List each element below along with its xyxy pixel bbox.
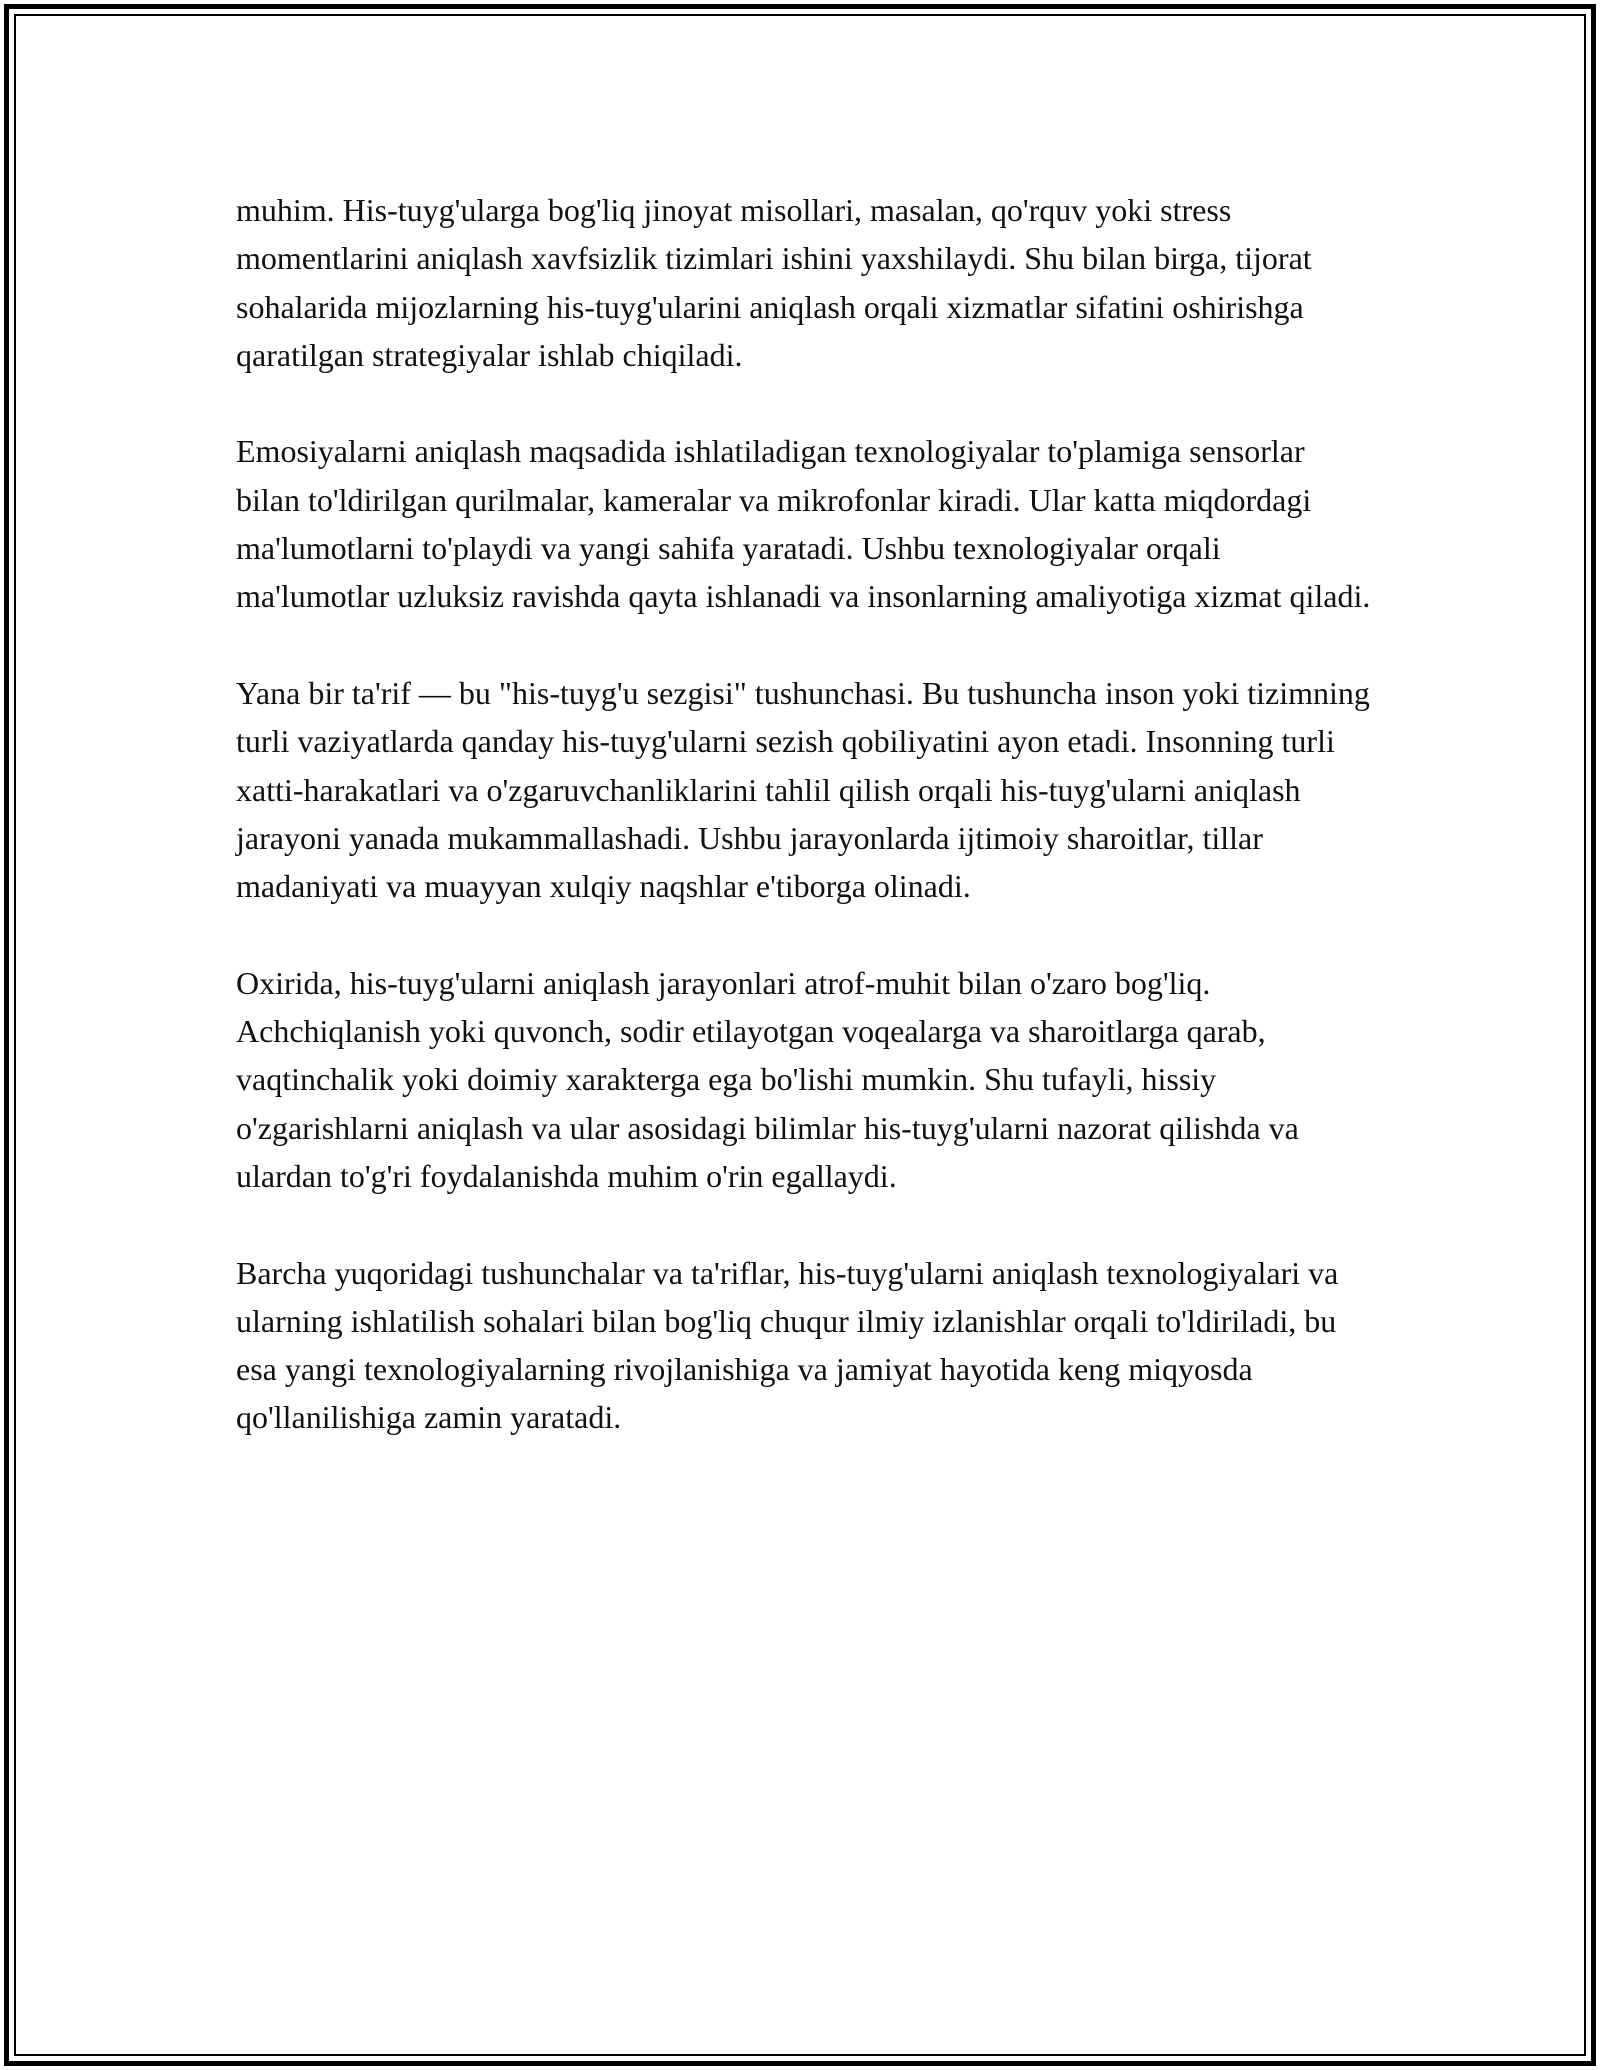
paragraph-5: Barcha yuqoridagi tushunchalar va ta'riflar, his-tuyg'ularni aniqlash texnologiyalari va ularning ishlatilish sohalari bilan bog'liq chuqur ilmiy izlanishlar orqali to'ldiriladi, bu esa yangi texnologiyalarning rivojlanishiga va jamiyat hayotida keng miqyosda qo'llanilishiga zamin yaratadi. (236, 1254, 1339, 1436)
paragraph-3: Yana bir ta'rif — bu "his-tuyg'u sezgisi" tushunchasi. Bu tushuncha inson yoki tizimning turli vaziyatlarda qanday his-tuyg'ularni sezish qobiliyatini ayon etadi. Insonning turli xatti-harakatlari va o'zgaruvchanliklarini tahlil qilish orqali his-tuyg'ularni aniqlash jarayoni yanada mukammallashadi. Ushbu jarayonlarda ijtimoiy sharoitlar, tillar madaniyati va muayyan xulqiy naqshlar e'tiborga olinadi. (236, 674, 1370, 905)
document-body (236, 186, 1376, 1490)
paragraph-1: muhim. His-tuyg'ularga bog'liq jinoyat misollari, masalan, qo'rquv yoki stress momentlarini aniqlash xavfsizlik tizimlari ishini yaxshilaydi. Shu bilan birga, tijorat sohalarida mijozlarning his-tuyg'ularini aniqlash orqali xizmatlar sifatini oshirishga qaratilgan strategiyalar ishlab chiqiladi. (236, 192, 1312, 373)
paragraph-4: Oxirida, his-tuyg'ularni aniqlash jarayonlari atrof-muhit bilan o'zaro bog'liq. Achchiqlanish yoki quvonch, sodir etilayotgan voqealarga va sharoitlarga qarab, vaqtinchalik yoki doimiy xarakterga ega bo'lishi mumkin. Shu tufayli, hissiy o'zgarishlarni aniqlash va ular asosidagi bilimlar his-tuyg'ularni nazorat qilishda va ulardan to'g'ri foydalanishda muhim o'rin egallaydi. (236, 964, 1299, 1194)
paragraph-2: Emosiyalarni aniqlash maqsadida ishlatiladigan texnologiyalar to'plamiga sensorlar bilan to'ldirilgan qurilmalar, kameralar va mikrofonlar kiradi. Ular katta miqdordagi ma'lumotlarni to'playdi va yangi sahifa yaratadi. Ushbu texnologiyalar orqali ma'lumotlar uzluksiz ravishda qayta ishlanadi va insonlarning amaliyotiga xizmat qiladi. (236, 433, 1371, 615)
